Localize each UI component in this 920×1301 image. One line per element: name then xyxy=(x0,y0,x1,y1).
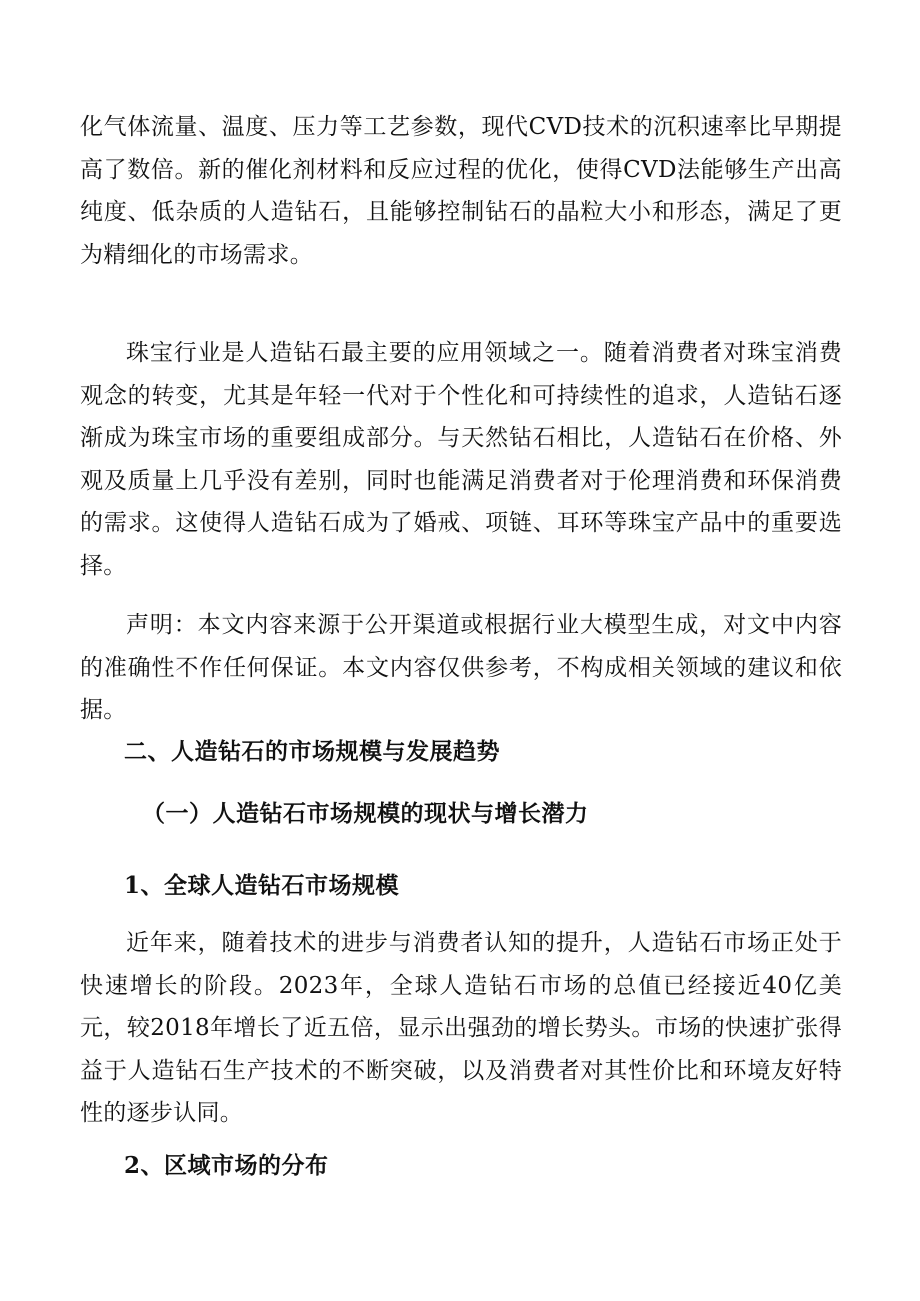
paragraph-global-market-size: 近年来，随着技术的进步与消费者认知的提升，人造钻石市场正处于快速增长的阶段。2023年，全球人造钻石市场的总值已经接近40亿美元，较2018年增长了近五倍，显示出强劲的增长势头。市场的快速扩张得益于人造钻石生产技术的不断突破，以及消费者对其性价比和环境友好特性的逐步认同。 xyxy=(80,930,842,1126)
item-heading-regional-market: 2、区域市场的分布 xyxy=(124,1152,329,1179)
section-heading: 二、人造钻石的市场规模与发展趋势 xyxy=(124,738,500,765)
subsection-heading: （一）人造钻石市场规模的现状与增长潜力 xyxy=(142,800,589,827)
item-heading-global-market: 1、全球人造钻石市场规模 xyxy=(124,872,400,899)
paragraph-cvd-technology: 化气体流量、温度、压力等工艺参数，现代CVD技术的沉积速率比早期提高了数倍。新的催化剂材料和反应过程的优化，使得CVD法能够生产出高纯度、低杂质的人造钻石，且能够控制钻石的晶粒大小和形态，满足了更为精细化的市场需求。 xyxy=(80,114,842,268)
paragraph-jewelry-industry: 珠宝行业是人造钻石最主要的应用领域之一。随着消费者对珠宝消费观念的转变，尤其是年轻一代对于个性化和可持续性的追求，人造钻石逐渐成为珠宝市场的重要组成部分。与天然钻石相比，人造钻石在价格、外观及质量上几乎没有差别，同时也能满足消费者对于伦理消费和环保消费的需求。这使得人造钻石成为了婚戒、项链、耳环等珠宝产品中的重要选择。 xyxy=(80,340,842,579)
paragraph-disclaimer: 声明：本文内容来源于公开渠道或根据行业大模型生成，对文中内容的准确性不作任何保证。本文内容仅供参考，不构成相关领域的建议和依据。 xyxy=(80,612,842,723)
